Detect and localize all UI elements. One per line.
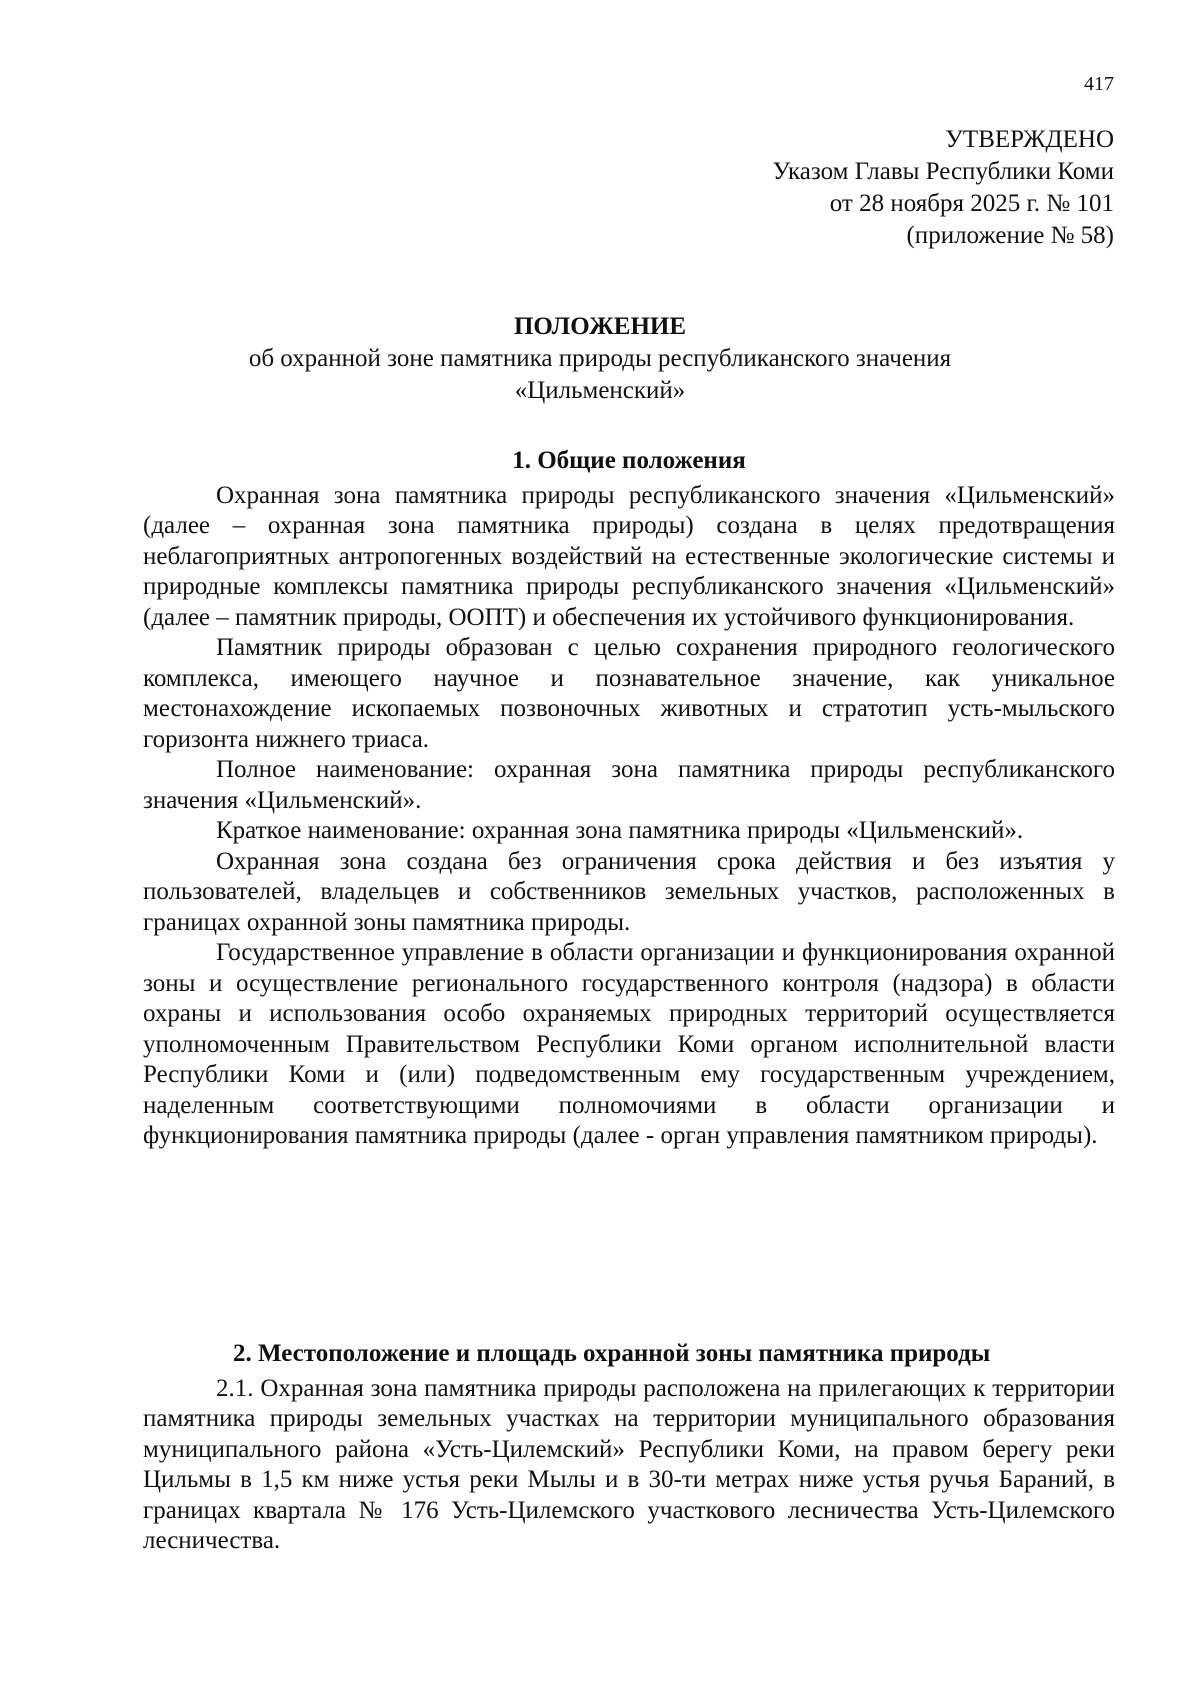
paragraph: Полное наименование: охранная зона памятника природы республиканского значения «Цильменский».: [143, 756, 1115, 814]
paragraph: 2.1. Охранная зона памятника природы расположена на прилегающих к территории памятника природы земельных участках на территории муниципального образования муниципального района «Усть-Цилемский» Республики Коми, на правом берегу реки Цильмы в 1,5 км ниже устья реки Мылы и в 30-ти метрах ниже устья ручья Бараний, в границах квартала № 176 Усть-Цилемского участкового лесничества Усть-Цилемского лесничества.: [143, 1374, 1115, 1554]
approval-stamp: [772, 124, 1114, 252]
approval-line-decree: Указом Главы Республики Коми: [772, 158, 1114, 185]
paragraph: Государственное управление в области организации и функционирования охранной зоны и осуществление регионального государственного контроля (надзора) в области охраны и использования особо охраняемых природных территорий осуществляется уполномоченным Правительством Республики Коми органом исполнительной власти Республики Коми и (или) подведомственным ему государственным учреждением, наделенным соответствующими полномочиями в области организации и функционирования памятника природы (далее - орган управления памятником природы).: [143, 939, 1115, 1149]
document-subtitle-line-2: «Цильменский»: [514, 377, 686, 404]
approval-line-date: от 28 ноября 2025 г. № 101: [829, 190, 1114, 217]
paragraph: Охранная зона памятника природы республиканского значения «Цильменский» (далее – охранная зона памятника природы) создана в целях предотвращения неблагоприятных антропогенных воздействий на естественные экологические системы и природные комплексы памятника природы республиканского значения «Цильменский» (далее – памятник природы, ООПТ) и обеспечения их устойчивого функционирования.: [143, 481, 1115, 631]
section-location-and-area: [143, 1339, 1115, 1557]
document-title: ПОЛОЖЕНИЕ: [513, 313, 687, 340]
document-subtitle-line-1: об охранной зоне памятника природы республиканского значения: [248, 345, 952, 372]
document-title-block: [0, 311, 1200, 407]
page-number: 417: [1084, 73, 1114, 95]
paragraph: Охранная зона создана без ограничения срока действия и без изъятия у пользователей, владельцев и собственников земельных участков, расположенных в границах охранной зоны памятника природы.: [143, 847, 1115, 936]
approval-line-approved: УТВЕРЖДЕНО: [945, 126, 1114, 153]
approval-line-appendix: (приложение № 58): [906, 222, 1114, 249]
section-heading: 2. Местоположение и площадь охранной зоны памятника природы: [233, 1340, 991, 1367]
paragraph: Краткое наименование: охранная зона памятника природы «Цильменский».: [216, 817, 1024, 844]
section-general-provisions: [143, 446, 1115, 1152]
section-heading: 1. Общие положения: [512, 447, 746, 474]
paragraph: Памятник природы образован с целью сохранения природного геологического комплекса, имеющего научное и познавательное значение, как уникальное местонахождение ископаемых позвоночных животных и стратотип усть-мыльского горизонта нижнего триаса.: [143, 634, 1115, 753]
